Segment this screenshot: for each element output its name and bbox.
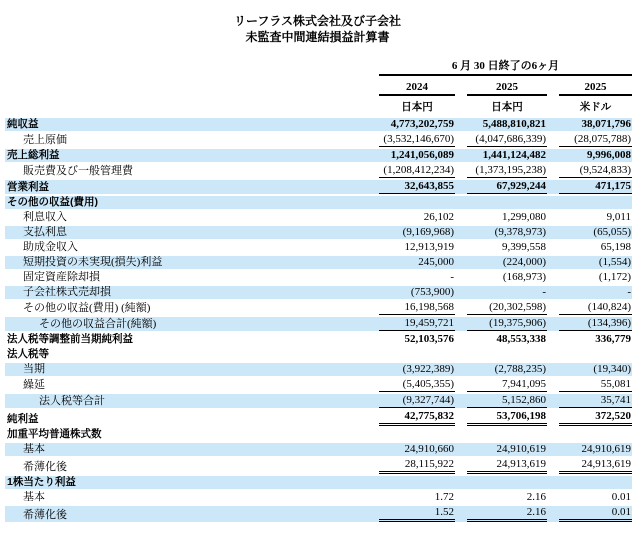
value-cell-2025-jpy: [455, 363, 547, 378]
value-2024-jpy: [379, 476, 455, 489]
row-label-cell: [5, 226, 367, 241]
value-2024-jpy: 19,459,721: [379, 317, 455, 331]
row-label: 法人税等調整前当期純利益: [7, 333, 133, 345]
value-cell-2024-jpy: [367, 301, 455, 317]
value-cell-2025-jpy: [455, 476, 547, 491]
table-row: [5, 196, 632, 211]
row-label-cell: [5, 333, 367, 348]
row-label: 固定資産除却損: [23, 271, 100, 283]
col-currency-2025-jpy: 日本円: [455, 98, 547, 118]
value-cell-2025-usd: [547, 506, 632, 524]
value-cell-2025-usd: [547, 363, 632, 378]
value-cell-2025-jpy: [455, 317, 547, 333]
value-2025-jpy: 2.16: [467, 506, 547, 522]
col-year-2025-jpy: 2025: [455, 78, 547, 98]
value-2025-usd: (28,075,788): [559, 133, 632, 147]
row-label-cell: [5, 317, 367, 333]
value-2025-jpy: [467, 196, 547, 209]
value-cell-2025-jpy: [455, 164, 547, 180]
value-2025-jpy: 1,441,124,482: [482, 149, 546, 161]
currency-header-row: [5, 98, 632, 118]
row-label-cell: [5, 180, 367, 196]
value-cell-2025-jpy: [455, 133, 547, 149]
value-2025-usd: 65,198: [600, 241, 631, 253]
value-2025-jpy: [467, 428, 547, 441]
table-row: [5, 256, 632, 271]
table-row: [5, 286, 632, 301]
period-header-cell: [367, 59, 632, 78]
value-2025-usd: 55,081: [559, 378, 632, 392]
row-label-cell: [5, 286, 367, 301]
company-name: リーフラス株式会社及び子会社: [233, 14, 402, 28]
value-cell-2025-jpy: [455, 271, 547, 286]
value-cell-2025-usd: [547, 333, 632, 348]
value-cell-2024-jpy: [367, 256, 455, 271]
table-row: [5, 348, 632, 363]
value-cell-2025-usd: [547, 443, 632, 458]
value-cell-2025-usd: [547, 476, 632, 491]
col-currency-2025-usd: 米ドル: [547, 98, 632, 118]
row-label: 売上原価: [23, 134, 67, 146]
value-2024-jpy: 16,198,568: [379, 301, 455, 315]
value-cell-2025-usd: [547, 164, 632, 180]
value-2024-jpy: 28,115,922: [379, 458, 455, 474]
row-label: 営業利益: [7, 181, 49, 193]
value-2024-jpy: [379, 348, 455, 361]
value-cell-2024-jpy: [367, 491, 455, 506]
value-2024-jpy: (9,327,744): [379, 394, 455, 408]
value-cell-2025-jpy: [455, 348, 547, 363]
statement-name: 未監査中間連結損益計算書: [245, 30, 390, 44]
value-2025-usd: (1,172): [598, 271, 631, 283]
spacer-cell: [5, 59, 367, 78]
value-2025-usd: (1,554): [598, 256, 631, 268]
table-row: [5, 118, 632, 133]
value-2025-jpy: (4,047,686,339): [467, 133, 547, 147]
row-label: 希薄化後: [23, 461, 67, 473]
table-row: [5, 378, 632, 394]
income-statement-table: [5, 59, 632, 524]
value-2025-usd: 9,996,008: [587, 149, 631, 161]
row-label-cell: [5, 491, 367, 506]
value-2025-jpy: 7,941,095: [467, 378, 547, 392]
row-label: 当期: [23, 363, 45, 375]
row-label-cell: [5, 271, 367, 286]
col-year-2024: 2024: [367, 78, 455, 98]
value-2024-jpy: 26,102: [423, 211, 454, 223]
row-label: 加重平均普通株式数: [7, 428, 102, 440]
value-cell-2025-jpy: [455, 180, 547, 196]
value-cell-2024-jpy: [367, 378, 455, 394]
value-2025-jpy: [467, 476, 547, 489]
value-2024-jpy: (3,922,389): [402, 363, 454, 375]
value-2024-jpy: 1.72: [434, 491, 454, 503]
value-cell-2024-jpy: [367, 363, 455, 378]
value-cell-2024-jpy: [367, 428, 455, 443]
row-label: 支払利息: [23, 226, 67, 238]
row-label: その他の収益合計(純額): [39, 318, 157, 330]
table-row: [5, 301, 632, 317]
value-2025-usd: [559, 428, 632, 441]
value-2024-jpy: -: [450, 271, 454, 283]
row-label-cell: [5, 149, 367, 164]
value-2024-jpy: (753,900): [410, 286, 454, 298]
row-label-cell: [5, 348, 367, 363]
value-2024-jpy: 1,241,056,089: [390, 149, 454, 161]
value-cell-2025-usd: [547, 458, 632, 476]
row-label-cell: [5, 428, 367, 443]
table-row: [5, 410, 632, 428]
value-cell-2025-jpy: [455, 286, 547, 301]
table-row: [5, 180, 632, 196]
value-2024-jpy: [379, 196, 455, 209]
value-2025-jpy: 53,706,198: [467, 410, 547, 426]
table-row: [5, 164, 632, 180]
row-label-cell: [5, 164, 367, 180]
value-cell-2024-jpy: [367, 226, 455, 241]
value-cell-2024-jpy: [367, 410, 455, 428]
document-title: [0, 13, 635, 45]
row-label-cell: [5, 256, 367, 271]
value-2025-usd: 471,175: [559, 180, 632, 194]
value-2025-usd: 372,520: [559, 410, 632, 426]
period-header-row: [5, 59, 632, 78]
table-row: [5, 226, 632, 241]
row-label: 法人税等: [7, 348, 49, 360]
value-cell-2025-usd: [547, 286, 632, 301]
col-year-2025-usd: 2025: [547, 78, 632, 98]
value-2025-jpy: (1,373,195,238): [467, 164, 547, 178]
row-label: 基本: [23, 491, 45, 503]
value-cell-2025-usd: [547, 241, 632, 256]
value-cell-2025-jpy: [455, 410, 547, 428]
value-cell-2024-jpy: [367, 317, 455, 333]
value-2025-usd: 38,071,796: [581, 118, 631, 130]
value-cell-2025-usd: [547, 317, 632, 333]
table-body: [5, 118, 632, 524]
value-cell-2025-usd: [547, 211, 632, 226]
value-2024-jpy: 1.52: [379, 506, 455, 522]
value-cell-2025-jpy: [455, 118, 547, 133]
spacer-cell: [5, 78, 367, 98]
row-label: 子会社株式売却損: [23, 286, 111, 298]
value-cell-2024-jpy: [367, 164, 455, 180]
value-cell-2024-jpy: [367, 241, 455, 256]
value-cell-2025-usd: [547, 226, 632, 241]
table-row: [5, 394, 632, 410]
table-row: [5, 428, 632, 443]
value-cell-2025-usd: [547, 410, 632, 428]
value-2024-jpy: [379, 428, 455, 441]
value-cell-2025-usd: [547, 428, 632, 443]
value-cell-2024-jpy: [367, 271, 455, 286]
value-cell-2025-jpy: [455, 458, 547, 476]
value-cell-2024-jpy: [367, 118, 455, 133]
table-row: [5, 211, 632, 226]
row-label-cell: [5, 196, 367, 211]
value-cell-2025-usd: [547, 394, 632, 410]
row-label-cell: [5, 506, 367, 524]
value-2025-jpy: 9,399,558: [502, 241, 546, 253]
table-row: [5, 317, 632, 333]
value-cell-2025-jpy: [455, 428, 547, 443]
value-2024-jpy: 4,773,202,759: [390, 118, 454, 130]
value-2024-jpy: (3,532,146,670): [379, 133, 455, 147]
value-cell-2024-jpy: [367, 133, 455, 149]
value-2024-jpy: 42,775,832: [379, 410, 455, 426]
value-cell-2024-jpy: [367, 476, 455, 491]
row-label: 純収益: [7, 118, 39, 130]
value-2024-jpy: 12,913,919: [404, 241, 454, 253]
value-cell-2025-jpy: [455, 149, 547, 164]
value-2025-jpy: 2.16: [526, 491, 546, 503]
value-cell-2024-jpy: [367, 348, 455, 363]
row-label: 販売費及び一般管理費: [23, 165, 133, 177]
table-row: [5, 491, 632, 506]
col-currency-2024: 日本円: [367, 98, 455, 118]
value-2025-usd: (9,524,833): [559, 164, 632, 178]
period-header: 6 月 30 日終了の6ヶ月: [379, 59, 632, 76]
row-label-cell: [5, 410, 367, 428]
value-2024-jpy: 245,000: [418, 256, 454, 268]
table-row: [5, 506, 632, 524]
value-cell-2025-usd: [547, 149, 632, 164]
value-cell-2025-usd: [547, 180, 632, 196]
value-cell-2025-jpy: [455, 301, 547, 317]
value-cell-2025-usd: [547, 301, 632, 317]
year-header-row: [5, 78, 632, 98]
row-label: 売上総利益: [7, 149, 60, 161]
value-2025-jpy: 24,913,619: [467, 458, 547, 474]
value-cell-2025-jpy: [455, 491, 547, 506]
value-2025-usd: 336,779: [595, 333, 631, 345]
table-row: [5, 133, 632, 149]
value-2025-jpy: 67,929,244: [467, 180, 547, 194]
value-cell-2025-usd: [547, 491, 632, 506]
value-2024-jpy: 52,103,576: [404, 333, 454, 345]
table-row: [5, 443, 632, 458]
value-cell-2024-jpy: [367, 196, 455, 211]
table-row: [5, 363, 632, 378]
row-label: 純利益: [7, 413, 39, 425]
table-row: [5, 333, 632, 348]
value-2025-jpy: 24,910,619: [496, 443, 546, 455]
row-label: その他の収益(費用): [7, 196, 98, 208]
value-2025-jpy: (9,378,973): [494, 226, 546, 238]
value-cell-2024-jpy: [367, 443, 455, 458]
value-2025-usd: (19,340): [593, 363, 631, 375]
row-label-cell: [5, 363, 367, 378]
value-2025-jpy: (168,973): [502, 271, 546, 283]
value-cell-2024-jpy: [367, 180, 455, 196]
row-label: 助成金収入: [23, 241, 78, 253]
value-cell-2025-jpy: [455, 196, 547, 211]
value-2024-jpy: (5,405,355): [379, 378, 455, 392]
value-cell-2025-jpy: [455, 443, 547, 458]
value-cell-2024-jpy: [367, 506, 455, 524]
value-2025-jpy: -: [542, 286, 546, 298]
row-label-cell: [5, 378, 367, 394]
row-label: 基本: [23, 443, 45, 455]
spacer-cell: [5, 98, 367, 118]
value-2025-usd: (65,055): [593, 226, 631, 238]
value-cell-2025-jpy: [455, 256, 547, 271]
table-row: [5, 458, 632, 476]
value-2024-jpy: (9,169,968): [402, 226, 454, 238]
row-label-cell: [5, 394, 367, 410]
value-2025-usd: -: [627, 286, 631, 298]
value-cell-2025-usd: [547, 256, 632, 271]
row-label-cell: [5, 133, 367, 149]
value-cell-2025-usd: [547, 348, 632, 363]
row-label: 1株当たり利益: [7, 476, 76, 488]
value-cell-2024-jpy: [367, 286, 455, 301]
value-2025-usd: (140,824): [559, 301, 632, 315]
value-cell-2024-jpy: [367, 458, 455, 476]
row-label-cell: [5, 443, 367, 458]
value-cell-2024-jpy: [367, 211, 455, 226]
value-cell-2025-jpy: [455, 333, 547, 348]
value-cell-2025-usd: [547, 196, 632, 211]
value-cell-2025-usd: [547, 118, 632, 133]
table-row: [5, 271, 632, 286]
row-label: 利息収入: [23, 211, 67, 223]
row-label-cell: [5, 301, 367, 317]
value-cell-2025-jpy: [455, 394, 547, 410]
row-label-cell: [5, 476, 367, 491]
value-cell-2024-jpy: [367, 333, 455, 348]
value-cell-2025-jpy: [455, 506, 547, 524]
row-label-cell: [5, 211, 367, 226]
value-2025-usd: 24,913,619: [559, 458, 632, 474]
value-2025-jpy: 5,488,810,821: [482, 118, 546, 130]
value-2025-usd: 0.01: [611, 491, 631, 503]
value-cell-2025-jpy: [455, 226, 547, 241]
value-2024-jpy: 24,910,660: [404, 443, 454, 455]
value-2024-jpy: (1,208,412,234): [379, 164, 455, 178]
value-cell-2024-jpy: [367, 149, 455, 164]
value-2025-jpy: (20,302,598): [467, 301, 547, 315]
value-cell-2025-jpy: [455, 211, 547, 226]
row-label: 法人税等合計: [39, 395, 105, 407]
value-2025-usd: 24,910,619: [581, 443, 631, 455]
value-cell-2025-jpy: [455, 241, 547, 256]
value-cell-2024-jpy: [367, 394, 455, 410]
value-2024-jpy: 32,643,855: [379, 180, 455, 194]
value-cell-2025-usd: [547, 378, 632, 394]
row-label: その他の収益(費用) (純額): [23, 302, 151, 314]
value-2025-usd: 35,741: [559, 394, 632, 408]
value-2025-jpy: 1,299,080: [502, 211, 546, 223]
value-2025-usd: [559, 476, 632, 489]
table-row: [5, 241, 632, 256]
value-2025-jpy: 48,553,338: [496, 333, 546, 345]
row-label: 繰延: [23, 379, 45, 391]
table-row: [5, 149, 632, 164]
value-2025-jpy: 5,152,860: [467, 394, 547, 408]
row-label-cell: [5, 118, 367, 133]
row-label-cell: [5, 241, 367, 256]
row-label-cell: [5, 458, 367, 476]
row-label: 希薄化後: [23, 509, 67, 521]
row-label: 短期投資の未実現(損失)利益: [23, 256, 163, 268]
value-2025-usd: [559, 348, 632, 361]
value-2025-jpy: (2,788,235): [494, 363, 546, 375]
value-2025-usd: 0.01: [559, 506, 632, 522]
value-2025-usd: [559, 196, 632, 209]
value-2025-usd: 9,011: [606, 211, 631, 223]
value-cell-2025-usd: [547, 133, 632, 149]
value-2025-jpy: (19,375,906): [467, 317, 547, 331]
value-cell-2025-jpy: [455, 378, 547, 394]
value-2025-jpy: (224,000): [502, 256, 546, 268]
value-cell-2025-usd: [547, 271, 632, 286]
value-2025-jpy: [467, 348, 547, 361]
table-row: [5, 476, 632, 491]
value-2025-usd: (134,396): [559, 317, 632, 331]
